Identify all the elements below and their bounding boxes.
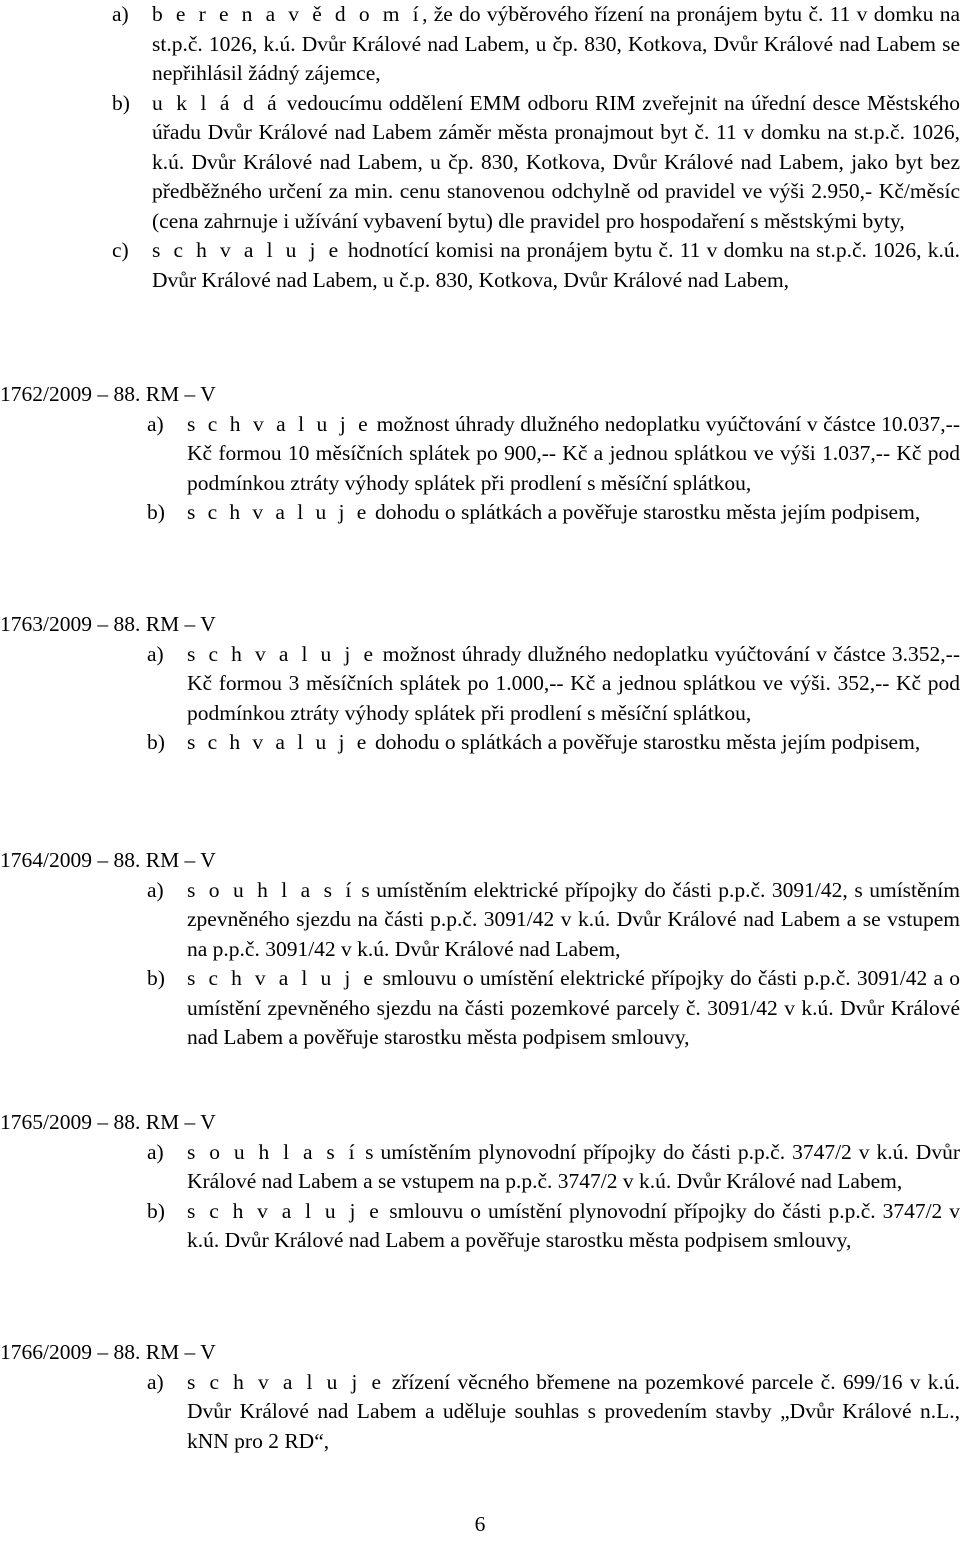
resolution-item [0,0,960,89]
item-text [187,1138,960,1197]
item-text [152,89,960,237]
item-body: hodnotící komisi na pronájem bytu č. 11 v domku na st.p.č. 1026, k.ú. Dvůr Králové nad Labem, u č.p. 830, Kotkova, Dvůr Králové nad Labem, [152,238,960,292]
item-keyword: s c h v a l u j e [187,730,370,754]
resolution-item [0,1368,960,1457]
item-label: c) [112,238,129,262]
item-text [187,728,960,758]
item-label: b) [147,1198,165,1223]
resolution-heading: 1763/2009 – 88. RM – V [0,612,216,636]
resolution-item [0,498,960,528]
item-body: smlouvu o umístění plynovodní přípojky do části p.p.č. 3747/2 v k.ú. Dvůr Králové nad Labem a pověřuje starostku města podpisem smlouvy, [187,1198,960,1252]
resolution-item [0,410,960,499]
item-text [152,0,960,89]
resolution-heading: 1766/2009 – 88. RM – V [0,1340,216,1364]
previous-resolution-items [0,0,960,295]
resolution-item [0,236,960,295]
resolution-item [0,1197,960,1256]
item-label: b) [147,966,165,990]
item-keyword: u k l á d á [152,90,281,115]
item-label: a) [147,877,164,902]
resolution-1766 [0,1338,960,1456]
item-keyword: s c h v a l u j e [187,1369,385,1394]
item-body: s umístěním plynovodní přípojky do části p.p.č. 3747/2 v k.ú. Dvůr Králové nad Labem a se vstupem na p.p.č. 3747/2 v k.ú. Dvůr Králové nad Labem, [187,1139,960,1193]
item-keyword: s c h v a l u j e [187,966,377,990]
item-label: a) [147,411,164,436]
item-body: dohodu o splátkách a pověřuje starostku města jejím podpisem, [369,730,921,754]
item-text [187,498,960,528]
item-label: a) [147,1369,164,1394]
item-label: a) [147,1139,164,1164]
item-label: b) [147,730,165,754]
resolution-item [0,876,960,965]
item-text [187,1368,960,1457]
item-body: s umístěním elektrické přípojky do části p.p.č. 3091/42, s umístěním zpevněného sjezdu na části p.p.č. 3091/42 v k.ú. Dvůr Králové nad Labem a se vstupem na p.p.č. 3091/42 v k.ú. Dvůr Králové nad Labem, [187,877,960,961]
item-keyword: s o u h l a s í [187,877,355,902]
item-keyword: s c h v a l u j e [187,411,372,436]
item-text [187,1197,960,1256]
item-text [187,640,960,729]
item-keyword: s c h v a l u j e [187,641,377,666]
item-label: a) [147,641,164,666]
item-body: zřízení věcného břemene na pozemkové parcele č. 699/16 v k.ú. Dvůr Králové nad Labem a uděluje souhlas s provedením stavby „Dvůr Králové n.L., kNN pro 2 RD“, [187,1369,960,1453]
resolution-item [0,1138,960,1197]
item-text [187,964,960,1053]
item-text [187,410,960,499]
resolution-heading: 1764/2009 – 88. RM – V [0,848,216,872]
item-body: možnost úhrady dlužného nedoplatku vyúčtování v částce 3.352,-- Kč formou 3 měsíčních splátek po 1.000,-- Kč a jednou splátkou ve výši. 352,-- Kč pod podmínkou ztráty výhody splátek při prodlení s měsíční splátkou, [187,641,960,725]
item-text [152,236,960,295]
item-body: , že do výběrového řízení na pronájem bytu č. 11 v domku na st.p.č. 1026, k.ú. Dvůr Králové nad Labem, u čp. 830, Kotkova, Dvůr Králové nad Labem se nepřihlásil žádný zájemce, [152,2,960,85]
resolution-heading: 1762/2009 – 88. RM – V [0,382,216,406]
resolution-item [0,964,960,1053]
resolution-heading: 1765/2009 – 88. RM – V [0,1110,216,1134]
item-keyword: s o u h l a s í [187,1139,359,1164]
item-body: dohodu o splátkách a pověřuje starostku města jejím podpisem, [369,500,921,524]
item-body: možnost úhrady dlužného nedoplatku vyúčtování v částce 10.037,-- Kč formou 10 měsíčních splátek po 900,-- Kč a jednou splátkou ve výši 1.037,-- Kč pod podmínkou ztráty výhody splátek při prodlení s měsíční splátkou, [187,411,960,495]
resolution-item [0,89,960,237]
item-keyword: s c h v a l u j e [187,500,370,524]
resolution-item [0,640,960,729]
item-body: vedoucímu oddělení EMM odboru RIM zveřejnit na úřední desce Městského úřadu Dvůr Králové nad Labem záměr města pronajmout byt č. 11 v domku na st.p.č. 1026, k.ú. Dvůr Králové nad Labem, u čp. 830, Kotkova, Dvůr Králové nad Labem, jako byt bez předběžného určení za min. cenu stanovenou odchylně od pravidel ve výši 2.950,- Kč/měsíc (cena zahrnuje i užívání vybavení bytu) dle pravidel pro hospodaření s městskými byty, [152,90,960,233]
resolution-1765 [0,1108,960,1256]
item-keyword: s c h v a l u j e [187,1198,383,1223]
resolution-1763 [0,610,960,758]
item-label: a) [112,2,129,26]
item-body: smlouvu o umístění elektrické přípojky do části p.p.č. 3091/42 a o umístění zpevněného sjezdu na části pozemkové parcely č. 3091/42 v k.ú. Dvůr Králové nad Labem a pověřuje starostku města podpisem smlouvy, [187,966,960,1049]
page-number: 6 [474,1512,486,1536]
item-keyword: b e r e n a v ě d o m í [152,2,423,26]
item-label: b) [112,90,130,115]
item-label: b) [147,500,165,524]
item-text [187,876,960,965]
resolution-1762 [0,380,960,528]
resolution-item [0,728,960,758]
item-keyword: s c h v a l u j e [152,238,342,262]
resolution-1764 [0,846,960,1053]
